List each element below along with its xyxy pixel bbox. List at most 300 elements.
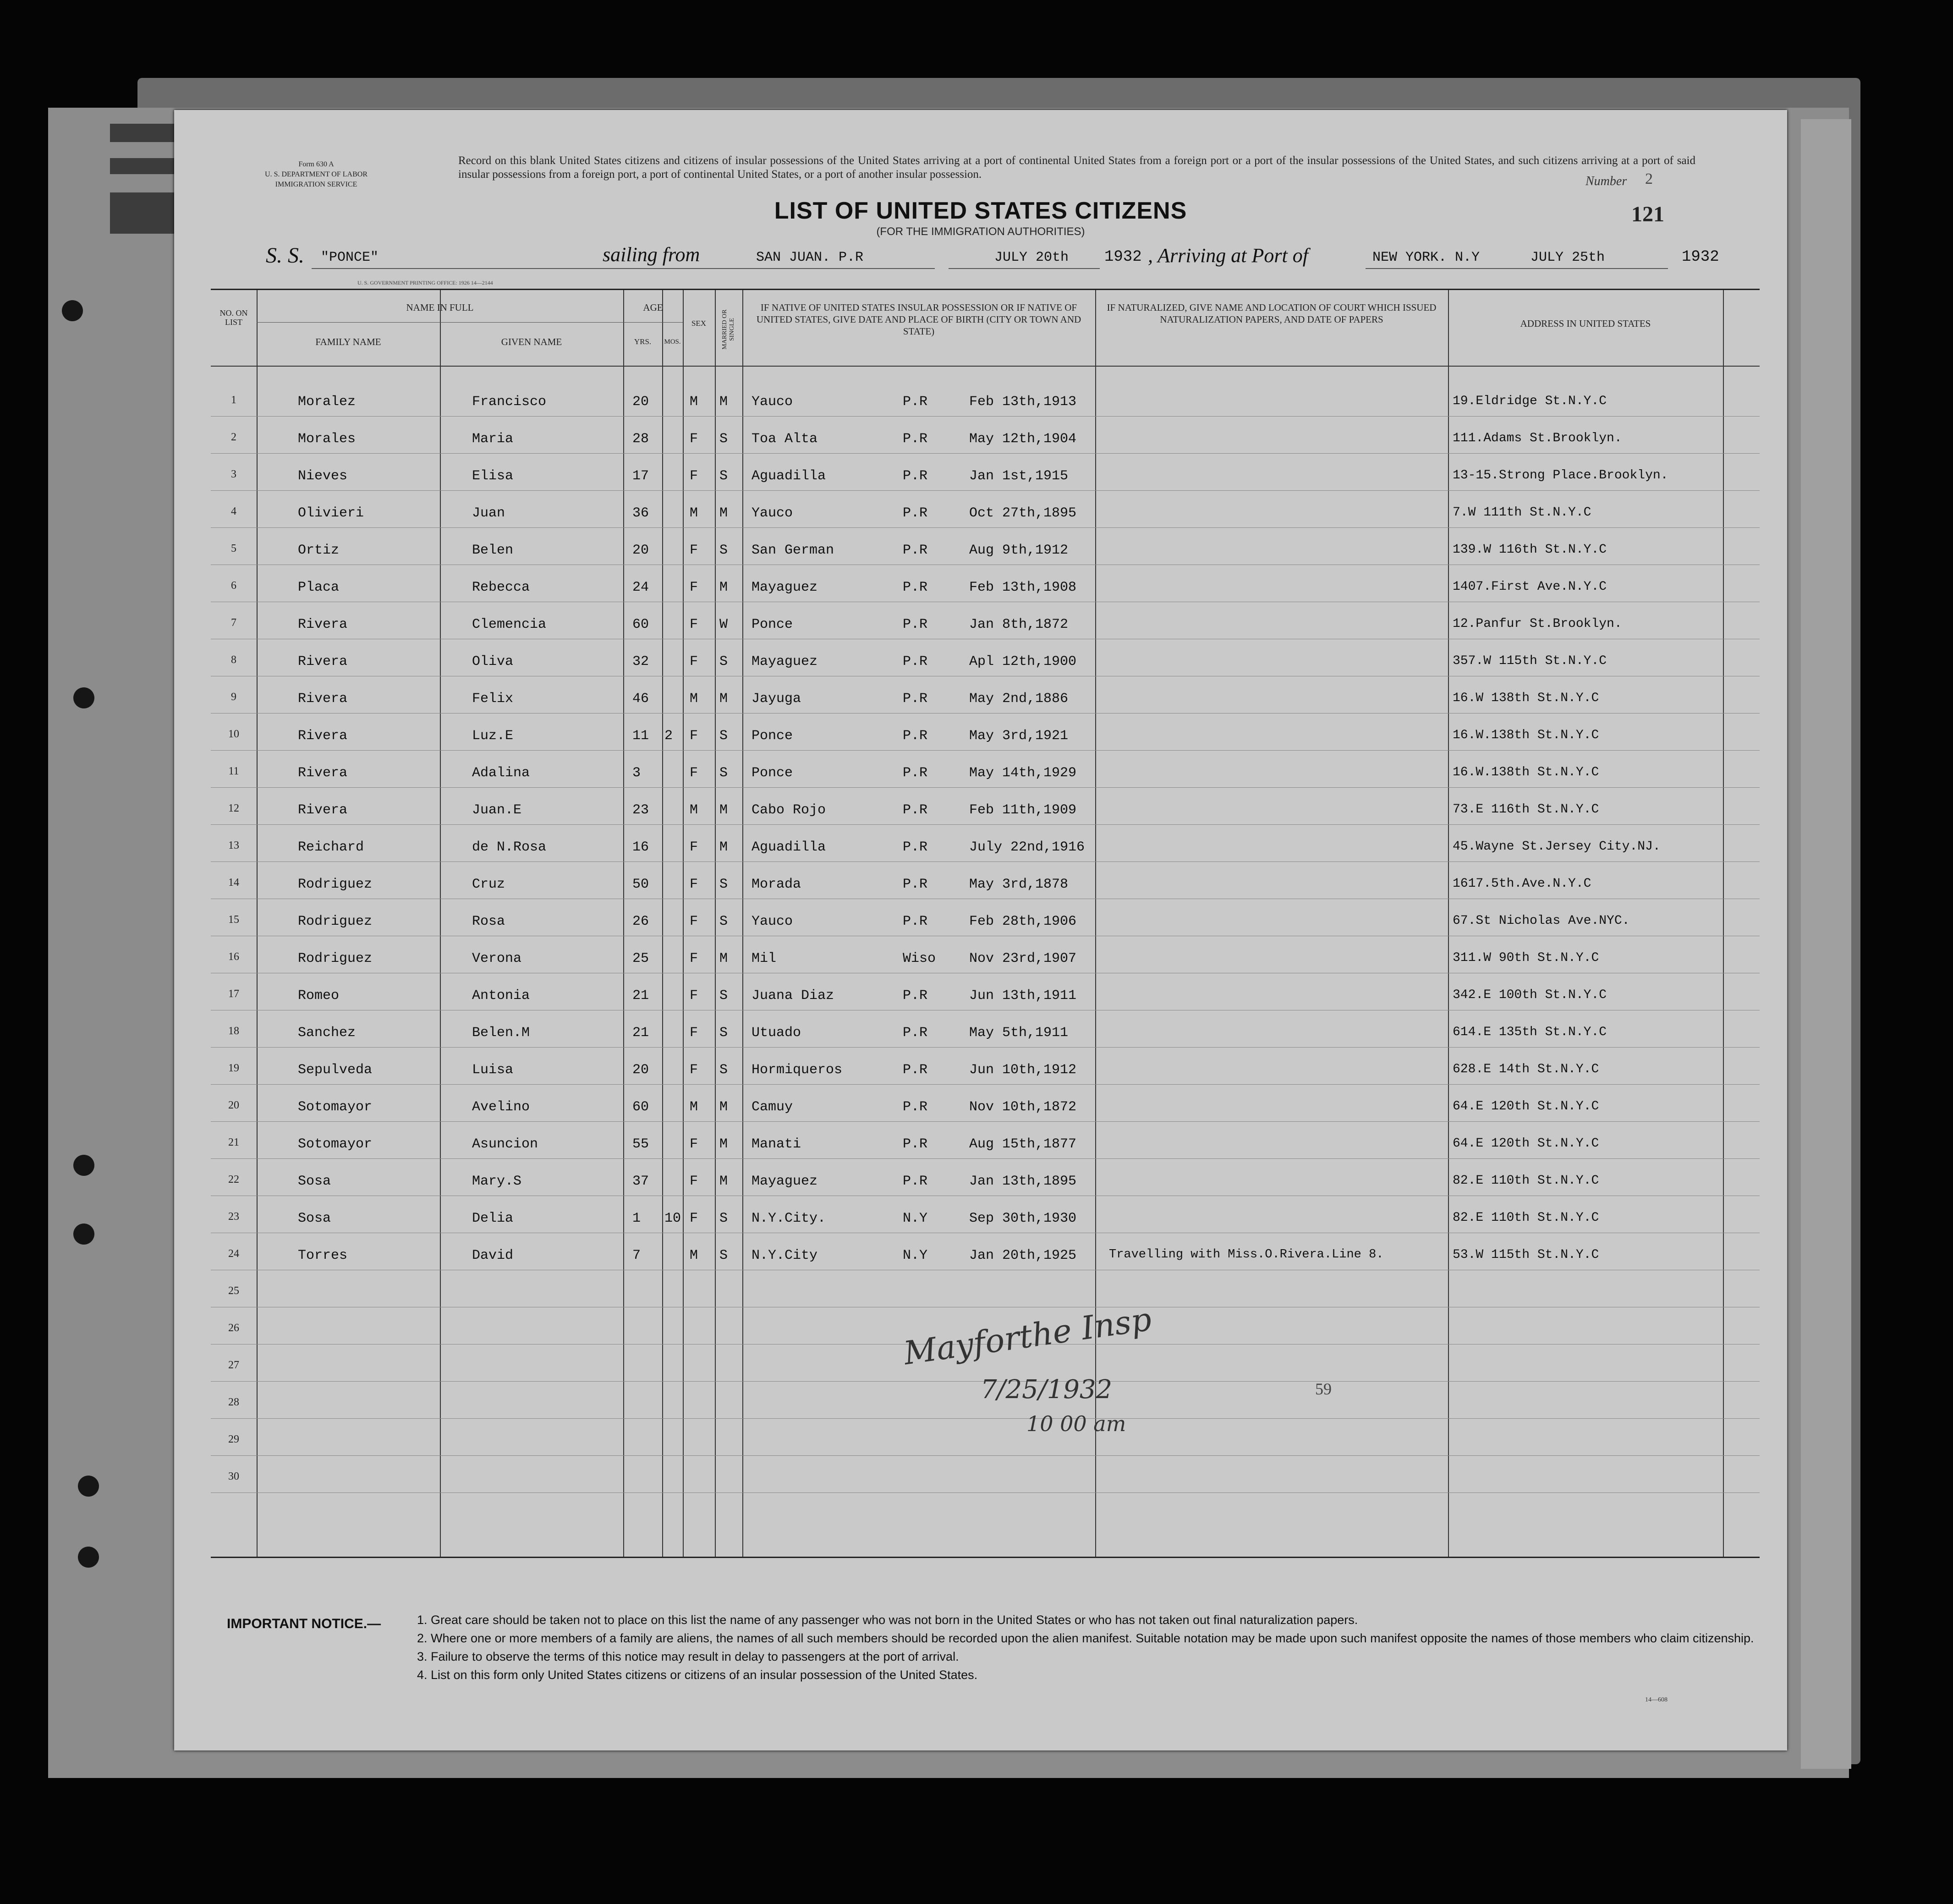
- age-years: 3: [632, 765, 641, 781]
- row-rule: [211, 1047, 1760, 1048]
- sex-value: M: [690, 691, 698, 707]
- birth-state: P.R: [903, 505, 928, 521]
- row-rule: [211, 416, 1760, 417]
- inspection-time: 10 00 am: [1026, 1411, 1126, 1436]
- header-yrs: YRS.: [634, 337, 652, 346]
- row-number: 30: [228, 1471, 239, 1482]
- birth-place: Ponce: [752, 765, 793, 781]
- birth-state: P.R: [903, 654, 928, 669]
- col-divider: [257, 290, 258, 1557]
- age-years: 28: [632, 431, 649, 447]
- sex-value: F: [690, 728, 698, 744]
- row-number: 14: [228, 877, 239, 889]
- us-address: 73.E 116th St.N.Y.C: [1453, 802, 1599, 817]
- given-name: Mary.S: [472, 1174, 522, 1189]
- birth-place: Juana Diaz: [752, 988, 834, 1004]
- marital-status: M: [719, 580, 728, 595]
- birth-date: Feb 13th,1908: [969, 580, 1077, 595]
- given-name: Juan: [472, 505, 505, 521]
- given-name: Francisco: [472, 394, 547, 410]
- ship-underline: [312, 268, 770, 269]
- family-name: Sepulveda: [298, 1062, 373, 1078]
- sex-value: F: [690, 543, 698, 558]
- birth-state: P.R: [903, 877, 928, 892]
- footer-code: 14—608: [1645, 1696, 1668, 1703]
- age-years: 37: [632, 1174, 649, 1189]
- birth-date: Jun 13th,1911: [969, 988, 1077, 1004]
- family-name: Rivera: [298, 654, 348, 669]
- age-years: 1: [632, 1211, 641, 1226]
- birth-date: Aug 9th,1912: [969, 543, 1069, 558]
- inspector-signature: Mayforthe Insp: [901, 1300, 1154, 1372]
- us-address: 16.W 138th St.N.Y.C: [1453, 691, 1599, 705]
- marital-status: M: [719, 1174, 728, 1189]
- birth-state: P.R: [903, 765, 928, 781]
- family-name: Rodriguez: [298, 914, 373, 929]
- col-divider: [662, 290, 663, 1557]
- marital-status: M: [719, 691, 728, 707]
- row-number: 26: [228, 1322, 239, 1334]
- naturalization-note: Travelling with Miss.O.Rivera.Line 8.: [1109, 1248, 1384, 1262]
- birth-state: P.R: [903, 988, 928, 1004]
- sailing-label: sailing from: [603, 243, 700, 266]
- birth-state: P.R: [903, 1025, 928, 1041]
- arrival-port: NEW YORK. N.Y: [1372, 250, 1480, 265]
- family-name: Sotomayor: [298, 1099, 373, 1115]
- marital-status: M: [719, 840, 728, 855]
- given-name: Luisa: [472, 1062, 514, 1078]
- arrival-year: 1932: [1682, 248, 1719, 266]
- col-divider: [1095, 290, 1096, 1557]
- age-years: 26: [632, 914, 649, 929]
- row-number: 9: [231, 691, 236, 703]
- row-number: 17: [228, 988, 239, 1000]
- given-name: David: [472, 1248, 514, 1263]
- col-divider: [1448, 290, 1449, 1557]
- row-number: 24: [228, 1248, 239, 1260]
- form-id-line: U. S. DEPARTMENT OF LABOR: [265, 170, 368, 178]
- birth-state: P.R: [903, 431, 928, 447]
- header-sex: SEX: [691, 319, 707, 328]
- sex-value: F: [690, 914, 698, 929]
- form-id-line: IMMIGRATION SERVICE: [275, 181, 357, 188]
- age-years: 55: [632, 1136, 649, 1152]
- marital-status: M: [719, 951, 728, 966]
- notice-list: [417, 1611, 1755, 1684]
- header-age: AGE: [643, 302, 663, 313]
- form-id-line: Form 630 A: [298, 160, 334, 168]
- us-address: 342.E 100th St.N.Y.C: [1453, 988, 1607, 1002]
- given-name: de N.Rosa: [472, 840, 547, 855]
- marital-status: M: [719, 394, 728, 410]
- given-name: Maria: [472, 431, 514, 447]
- sailing-from: SAN JUAN. P.R: [756, 250, 864, 265]
- birth-state: P.R: [903, 691, 928, 707]
- row-number: 1: [231, 394, 236, 406]
- row-number: 15: [228, 914, 239, 926]
- birth-place: Utuado: [752, 1025, 801, 1041]
- row-rule: [211, 1455, 1760, 1456]
- sex-value: F: [690, 765, 698, 781]
- marital-status: S: [719, 543, 728, 558]
- notice-item: 2. Where one or more members of a family are aliens, the names of all such members should be recorded upon the alien manifest. Suitable notation may be made upon such manifest opposite the names of those members who claim citizenship.: [417, 1631, 1754, 1645]
- sex-value: F: [690, 951, 698, 966]
- header-bottom-rule: [211, 366, 1760, 367]
- marital-status: S: [719, 765, 728, 781]
- notice-item: 4. List on this form only United States citizens or citizens of an insular possession of the United States.: [417, 1668, 978, 1682]
- col-divider: [623, 290, 624, 1557]
- marital-status: W: [719, 617, 728, 632]
- us-address: 67.St Nicholas Ave.NYC.: [1453, 914, 1630, 928]
- us-address: 311.W 90th St.N.Y.C: [1453, 951, 1599, 965]
- age-years: 60: [632, 1099, 649, 1115]
- row-rule: [211, 1418, 1760, 1419]
- col-divider: [683, 290, 684, 1557]
- marital-status: M: [719, 1099, 728, 1115]
- given-name: Delia: [472, 1211, 514, 1226]
- ss-label: S. S.: [266, 243, 304, 268]
- row-rule: [211, 1492, 1760, 1493]
- header-given-name: GIVEN NAME: [501, 336, 562, 347]
- row-rule: [211, 750, 1760, 751]
- form-id-block: [234, 159, 399, 190]
- row-rule: [211, 787, 1760, 788]
- age-years: 11: [632, 728, 649, 744]
- sail-date-underline: [949, 268, 1100, 269]
- birth-state: P.R: [903, 468, 928, 484]
- birth-place: Morada: [752, 877, 801, 892]
- birth-date: Nov 10th,1872: [969, 1099, 1077, 1115]
- sex-value: F: [690, 431, 698, 447]
- birth-state: P.R: [903, 617, 928, 632]
- age-years: 21: [632, 988, 649, 1004]
- us-address: 628.E 14th St.N.Y.C: [1453, 1062, 1599, 1076]
- arrival-underline: [1366, 268, 1668, 269]
- family-name: Nieves: [298, 468, 348, 484]
- header-family-name: FAMILY NAME: [315, 336, 381, 347]
- birth-place: San German: [752, 543, 834, 558]
- age-months: 10: [664, 1211, 681, 1226]
- col-divider: [715, 290, 716, 1557]
- sex-value: F: [690, 1062, 698, 1078]
- us-address: 12.Panfur St.Brooklyn.: [1453, 617, 1622, 631]
- given-name: Rosa: [472, 914, 505, 929]
- sex-value: M: [690, 1248, 698, 1263]
- stamp-mark: [110, 158, 179, 174]
- page-edge-stack: [1801, 119, 1851, 1769]
- given-name: Antonia: [472, 988, 530, 1004]
- sex-value: F: [690, 1136, 698, 1152]
- birth-state: P.R: [903, 802, 928, 818]
- us-address: 64.E 120th St.N.Y.C: [1453, 1099, 1599, 1114]
- given-name: Oliva: [472, 654, 514, 669]
- birth-date: May 2nd,1886: [969, 691, 1069, 707]
- birth-date: May 14th,1929: [969, 765, 1077, 781]
- row-number: 10: [228, 728, 239, 740]
- family-name: Sanchez: [298, 1025, 356, 1041]
- us-address: 45.Wayne St.Jersey City.NJ.: [1453, 840, 1661, 854]
- row-number: 27: [228, 1359, 239, 1371]
- birth-place: Ponce: [752, 617, 793, 632]
- header-naturalized: IF NATURALIZED, GIVE NAME AND LOCATION OF COURT WHICH ISSUED NATURALIZATION PAPERS, AND DATE OF PAPERS: [1107, 302, 1437, 325]
- given-name: Verona: [472, 951, 522, 966]
- row-number: 25: [228, 1285, 239, 1297]
- given-name: Belen: [472, 543, 514, 558]
- us-address: 13-15.Strong Place.Brooklyn.: [1453, 468, 1668, 483]
- sail-year: 1932: [1104, 248, 1142, 266]
- us-address: 64.E 120th St.N.Y.C: [1453, 1136, 1599, 1151]
- age-years: 20: [632, 543, 649, 558]
- birth-state: P.R: [903, 1136, 928, 1152]
- birth-date: July 22nd,1916: [969, 840, 1085, 855]
- us-address: 139.W 116th St.N.Y.C: [1453, 543, 1607, 557]
- birth-place: Toa Alta: [752, 431, 818, 447]
- given-name: Cruz: [472, 877, 505, 892]
- birth-place: Mayaguez: [752, 654, 818, 669]
- birth-place: Mil: [752, 951, 777, 966]
- family-name: Romeo: [298, 988, 340, 1004]
- marital-status: S: [719, 431, 728, 447]
- row-rule: [211, 1121, 1760, 1122]
- birth-state: P.R: [903, 394, 928, 410]
- age-months: 2: [664, 728, 673, 744]
- birth-date: May 12th,1904: [969, 431, 1077, 447]
- binder-hole: [73, 687, 94, 708]
- header-name-in-full: NAME IN FULL: [406, 302, 474, 313]
- given-name: Avelino: [472, 1099, 530, 1115]
- row-number: 3: [231, 468, 236, 480]
- birth-date: Feb 28th,1906: [969, 914, 1077, 929]
- birth-date: Aug 15th,1877: [969, 1136, 1077, 1152]
- sex-value: F: [690, 1174, 698, 1189]
- us-address: 7.W 111th St.N.Y.C: [1453, 505, 1591, 520]
- given-name: Clemencia: [472, 617, 547, 632]
- us-address: 82.E 110th St.N.Y.C: [1453, 1211, 1599, 1225]
- sex-value: F: [690, 1211, 698, 1226]
- us-address: 53.W 115th St.N.Y.C: [1453, 1248, 1599, 1262]
- family-name: Rodriguez: [298, 877, 373, 892]
- birth-date: Sep 30th,1930: [969, 1211, 1077, 1226]
- row-number: 8: [231, 654, 236, 666]
- birth-place: N.Y.City: [752, 1248, 818, 1263]
- row-rule: [211, 824, 1760, 825]
- row-number: 18: [228, 1025, 239, 1037]
- family-name: Reichard: [298, 840, 364, 855]
- page-subtitle: (FOR THE IMMIGRATION AUTHORITIES): [876, 225, 1085, 238]
- marital-status: S: [719, 1211, 728, 1226]
- birth-date: Feb 13th,1913: [969, 394, 1077, 410]
- sex-value: F: [690, 468, 698, 484]
- given-name: Asuncion: [472, 1136, 538, 1152]
- birth-date: Jan 13th,1895: [969, 1174, 1077, 1189]
- birth-state: P.R: [903, 1062, 928, 1078]
- sex-value: M: [690, 1099, 698, 1115]
- birth-date: Jan 8th,1872: [969, 617, 1069, 632]
- sex-value: M: [690, 802, 698, 818]
- binder-hole: [62, 300, 83, 321]
- sex-value: F: [690, 617, 698, 632]
- sex-value: F: [690, 877, 698, 892]
- page-number: 121: [1631, 202, 1664, 226]
- marital-status: S: [719, 1062, 728, 1078]
- birth-date: May 3rd,1921: [969, 728, 1069, 744]
- family-name: Sosa: [298, 1174, 331, 1189]
- family-name: Olivieri: [298, 505, 364, 521]
- age-years: 21: [632, 1025, 649, 1041]
- marital-status: S: [719, 988, 728, 1004]
- birth-date: Jan 1st,1915: [969, 468, 1069, 484]
- age-years: 24: [632, 580, 649, 595]
- age-years: 32: [632, 654, 649, 669]
- marital-status: M: [719, 1136, 728, 1152]
- birth-place: Yauco: [752, 505, 793, 521]
- binder-hole: [78, 1476, 99, 1497]
- family-name: Rivera: [298, 802, 348, 818]
- intro-text: Record on this blank United States citizens and citizens of insular possessions of the United States arriving at a port of continental United States from a foreign port or a port of the insular possessions of the United States, and such citizens arriving at a port of said insular possessions from a foreign port, a port of continental United States, or a port of another insular possession.: [458, 154, 1695, 181]
- row-rule: [211, 453, 1760, 454]
- arrival-date: JULY 25th: [1531, 250, 1605, 265]
- age-years: 60: [632, 617, 649, 632]
- birth-state: N.Y: [903, 1211, 928, 1226]
- birth-date: Nov 23rd,1907: [969, 951, 1077, 966]
- birth-state: P.R: [903, 580, 928, 595]
- row-number: 22: [228, 1174, 239, 1185]
- family-name: Rodriguez: [298, 951, 373, 966]
- marital-status: S: [719, 1248, 728, 1263]
- birth-date: May 5th,1911: [969, 1025, 1069, 1041]
- sex-value: F: [690, 988, 698, 1004]
- given-name: Elisa: [472, 468, 514, 484]
- marital-status: S: [719, 1025, 728, 1041]
- us-address: 614.E 135th St.N.Y.C: [1453, 1025, 1607, 1039]
- marital-status: S: [719, 877, 728, 892]
- family-name: Ortiz: [298, 543, 340, 558]
- number-value: 2: [1645, 170, 1653, 187]
- row-rule: [211, 490, 1760, 491]
- row-number: 5: [231, 543, 236, 554]
- row-number: 20: [228, 1099, 239, 1111]
- birth-state: P.R: [903, 914, 928, 929]
- row-number: 13: [228, 840, 239, 851]
- birth-place: Camuy: [752, 1099, 793, 1115]
- page-title: LIST OF UNITED STATES CITIZENS: [774, 198, 1187, 224]
- row-number: 2: [231, 431, 236, 443]
- family-name: Sotomayor: [298, 1136, 373, 1152]
- birth-place: N.Y.City.: [752, 1211, 826, 1226]
- birth-state: Wiso: [903, 951, 936, 966]
- sex-value: F: [690, 840, 698, 855]
- birth-place: Aguadilla: [752, 840, 826, 855]
- us-address: 82.E 110th St.N.Y.C: [1453, 1174, 1599, 1188]
- sex-value: M: [690, 394, 698, 410]
- binder-hole: [78, 1547, 99, 1568]
- birth-place: Mayaguez: [752, 580, 818, 595]
- sailing-underline: [738, 268, 935, 269]
- us-address: 357.W 115th St.N.Y.C: [1453, 654, 1607, 668]
- ship-name: "PONCE": [321, 250, 379, 265]
- notice-item: 3. Failure to observe the terms of this notice may result in delay to passengers at the port of arrival.: [417, 1650, 959, 1663]
- row-number: 6: [231, 580, 236, 592]
- birth-place: Cabo Rojo: [752, 802, 826, 818]
- header-divider: [257, 322, 623, 323]
- birth-date: Jun 10th,1912: [969, 1062, 1077, 1078]
- row-rule: [211, 1084, 1760, 1085]
- birth-place: Jayuga: [752, 691, 801, 707]
- birth-date: Oct 27th,1895: [969, 505, 1077, 521]
- family-name: Morales: [298, 431, 356, 447]
- birth-state: P.R: [903, 543, 928, 558]
- marital-status: S: [719, 914, 728, 929]
- marital-status: M: [719, 802, 728, 818]
- row-number: 28: [228, 1396, 239, 1408]
- row-number: 12: [228, 802, 239, 814]
- birth-place: Ponce: [752, 728, 793, 744]
- family-name: Rivera: [298, 691, 348, 707]
- inspection-date: 7/25/1932: [981, 1375, 1113, 1405]
- given-name: Belen.M: [472, 1025, 530, 1041]
- age-years: 20: [632, 394, 649, 410]
- given-name: Luz.E: [472, 728, 514, 744]
- age-years: 50: [632, 877, 649, 892]
- birth-date: May 3rd,1878: [969, 877, 1069, 892]
- marital-status: S: [719, 468, 728, 484]
- us-address: 19.Eldridge St.N.Y.C: [1453, 394, 1607, 408]
- sex-value: F: [690, 1025, 698, 1041]
- row-rule: [211, 861, 1760, 862]
- birth-state: P.R: [903, 728, 928, 744]
- notice-item: 1. Great care should be taken not to place on this list the name of any passenger who was not born in the United States or who has not taken out final naturalization papers.: [417, 1613, 1358, 1627]
- age-years: 7: [632, 1248, 641, 1263]
- header-address: ADDRESS IN UNITED STATES: [1520, 318, 1651, 329]
- birth-state: P.R: [903, 1174, 928, 1189]
- number-label: Number: [1585, 174, 1627, 188]
- row-number: 4: [231, 505, 236, 517]
- sex-value: F: [690, 654, 698, 669]
- row-number: 19: [228, 1062, 239, 1074]
- header-married-single: MARRIED OR SINGLE: [721, 309, 735, 350]
- stamp-mark: [110, 192, 179, 234]
- age-years: 23: [632, 802, 649, 818]
- row-number: 7: [231, 617, 236, 629]
- birth-date: Jan 20th,1925: [969, 1248, 1077, 1263]
- row-number: 16: [228, 951, 239, 963]
- birth-place: Aguadilla: [752, 468, 826, 484]
- stamp-mark: [110, 124, 179, 142]
- given-name: Adalina: [472, 765, 530, 781]
- family-name: Torres: [298, 1248, 348, 1263]
- birth-place: Mayaguez: [752, 1174, 818, 1189]
- us-address: 111.Adams St.Brooklyn.: [1453, 431, 1622, 445]
- header-birth: IF NATIVE OF UNITED STATES INSULAR POSSESSION OR IF NATIVE OF UNITED STATES, GIVE DATE AND PLACE OF BIRTH (CITY OR TOWN AND STATE): [756, 302, 1081, 337]
- given-name: Juan.E: [472, 802, 522, 818]
- family-name: Rivera: [298, 765, 348, 781]
- family-name: Rivera: [298, 728, 348, 744]
- sex-value: F: [690, 580, 698, 595]
- marital-status: S: [719, 728, 728, 744]
- passenger-table: [211, 289, 1760, 1558]
- birth-state: N.Y: [903, 1248, 928, 1263]
- row-number: 11: [228, 765, 239, 777]
- age-years: 46: [632, 691, 649, 707]
- family-name: Rivera: [298, 617, 348, 632]
- birth-date: Feb 11th,1909: [969, 802, 1077, 818]
- family-name: Sosa: [298, 1211, 331, 1226]
- age-years: 16: [632, 840, 649, 855]
- sex-value: M: [690, 505, 698, 521]
- given-name: Rebecca: [472, 580, 530, 595]
- margin-mark: 59: [1315, 1380, 1332, 1398]
- header-divider: [623, 322, 683, 323]
